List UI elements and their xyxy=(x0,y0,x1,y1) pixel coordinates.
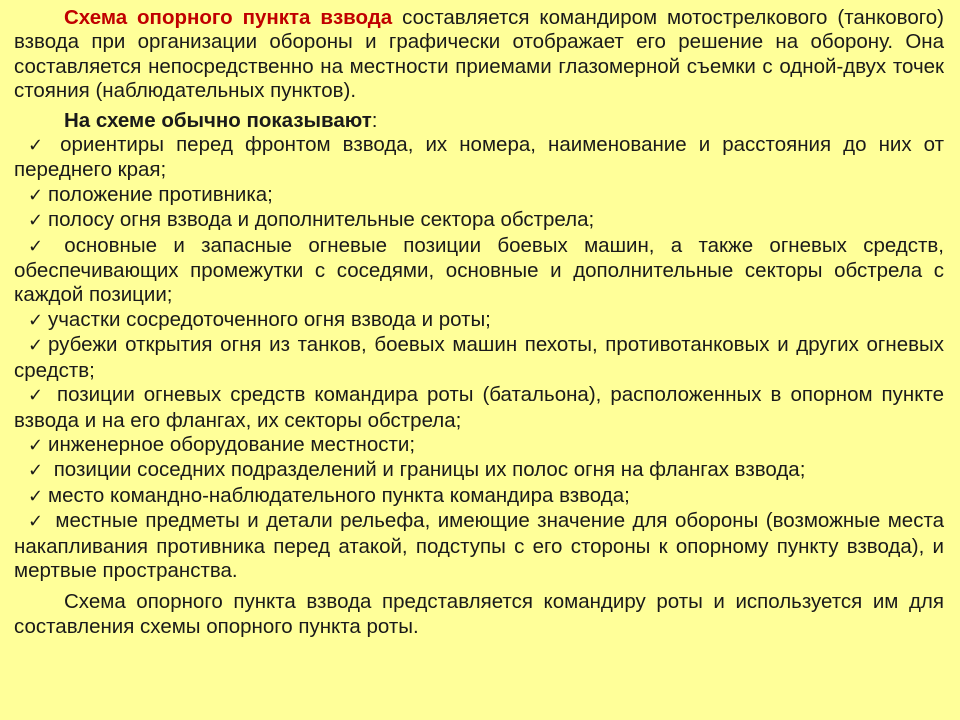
check-icon: ✓ xyxy=(28,309,44,331)
check-icon: ✓ xyxy=(28,135,44,157)
list-item-text: позиции огневых средств командира роты (батальона), расположенных в опорном пункте взвода и на его флангах, их секторы обстрела; xyxy=(14,383,944,432)
check-icon: ✓ xyxy=(28,184,44,206)
list-item-text: местные предметы и детали рельефа, имеющие значение для обороны (возможные места накапливания противника перед атакой, подступы с его стороны к опорному пункту взвода), и мертвые пространства. xyxy=(14,509,944,582)
list-heading xyxy=(14,109,944,133)
list-item-text: основные и запасные огневые позиции боевых машин, а также огневых средств, обеспечивающих промежутки с соседями, основные и дополнительные секторы обстрела с каждой позиции; xyxy=(14,233,944,307)
list-item xyxy=(14,333,944,383)
list-item-text: положение противника; xyxy=(48,182,273,206)
list-heading-colon: : xyxy=(371,108,378,132)
list-item xyxy=(14,234,944,308)
check-icon: ✓ xyxy=(28,385,44,407)
closing-paragraph: Схема опорного пункта взвода представляется командиру роты и используется им для составления схемы опорного пункта роты. xyxy=(14,590,944,638)
list-item xyxy=(14,433,944,458)
intro-text: составляется командиром мотострелкового (танкового) взвода при организации обороны и графически отображает его решение на оборону. Она составляется непосредственно на местности приемами глазомерной съемки с одной-двух точек стояния (наблюдательных пунктов). xyxy=(14,6,944,103)
list-item xyxy=(14,208,944,233)
check-icon: ✓ xyxy=(28,434,44,456)
list-item-text: место командно-наблюдательного пункта командира взвода; xyxy=(48,483,630,507)
list-heading-label: На схеме обычно показывают xyxy=(64,108,372,132)
list-item-text: позиции соседних подразделений и границы их полос огня на флангах взвода; xyxy=(48,458,806,482)
intro-highlight: Схема опорного пункта взвода xyxy=(64,6,393,29)
list-item-text: ориентиры перед фронтом взвода, их номера, наименование и расстояния до них от переднего края; xyxy=(14,133,944,182)
check-icon: ✓ xyxy=(28,210,44,232)
list-item-text: участки сосредоточенного огня взвода и роты; xyxy=(48,307,491,331)
list-item xyxy=(14,458,944,483)
list-item-text: рубежи открытия огня из танков, боевых машин пехоты, противотанковых и других огневых средств; xyxy=(14,333,944,382)
slide-content xyxy=(14,6,944,639)
list-item xyxy=(14,383,944,433)
intro-paragraph xyxy=(14,6,944,104)
check-icon: ✓ xyxy=(28,485,44,507)
check-icon: ✓ xyxy=(28,335,44,357)
items-list xyxy=(14,133,944,583)
check-icon: ✓ xyxy=(28,511,44,533)
list-item xyxy=(14,484,944,509)
list-item xyxy=(14,509,944,583)
list-item xyxy=(14,308,944,333)
list-item-text: полосу огня взвода и дополнительные сектора обстрела; xyxy=(48,208,595,232)
check-icon: ✓ xyxy=(28,460,44,482)
list-item xyxy=(14,183,944,208)
list-item-text: инженерное оборудование местности; xyxy=(48,432,416,456)
check-icon: ✓ xyxy=(28,235,44,257)
list-item xyxy=(14,133,944,183)
